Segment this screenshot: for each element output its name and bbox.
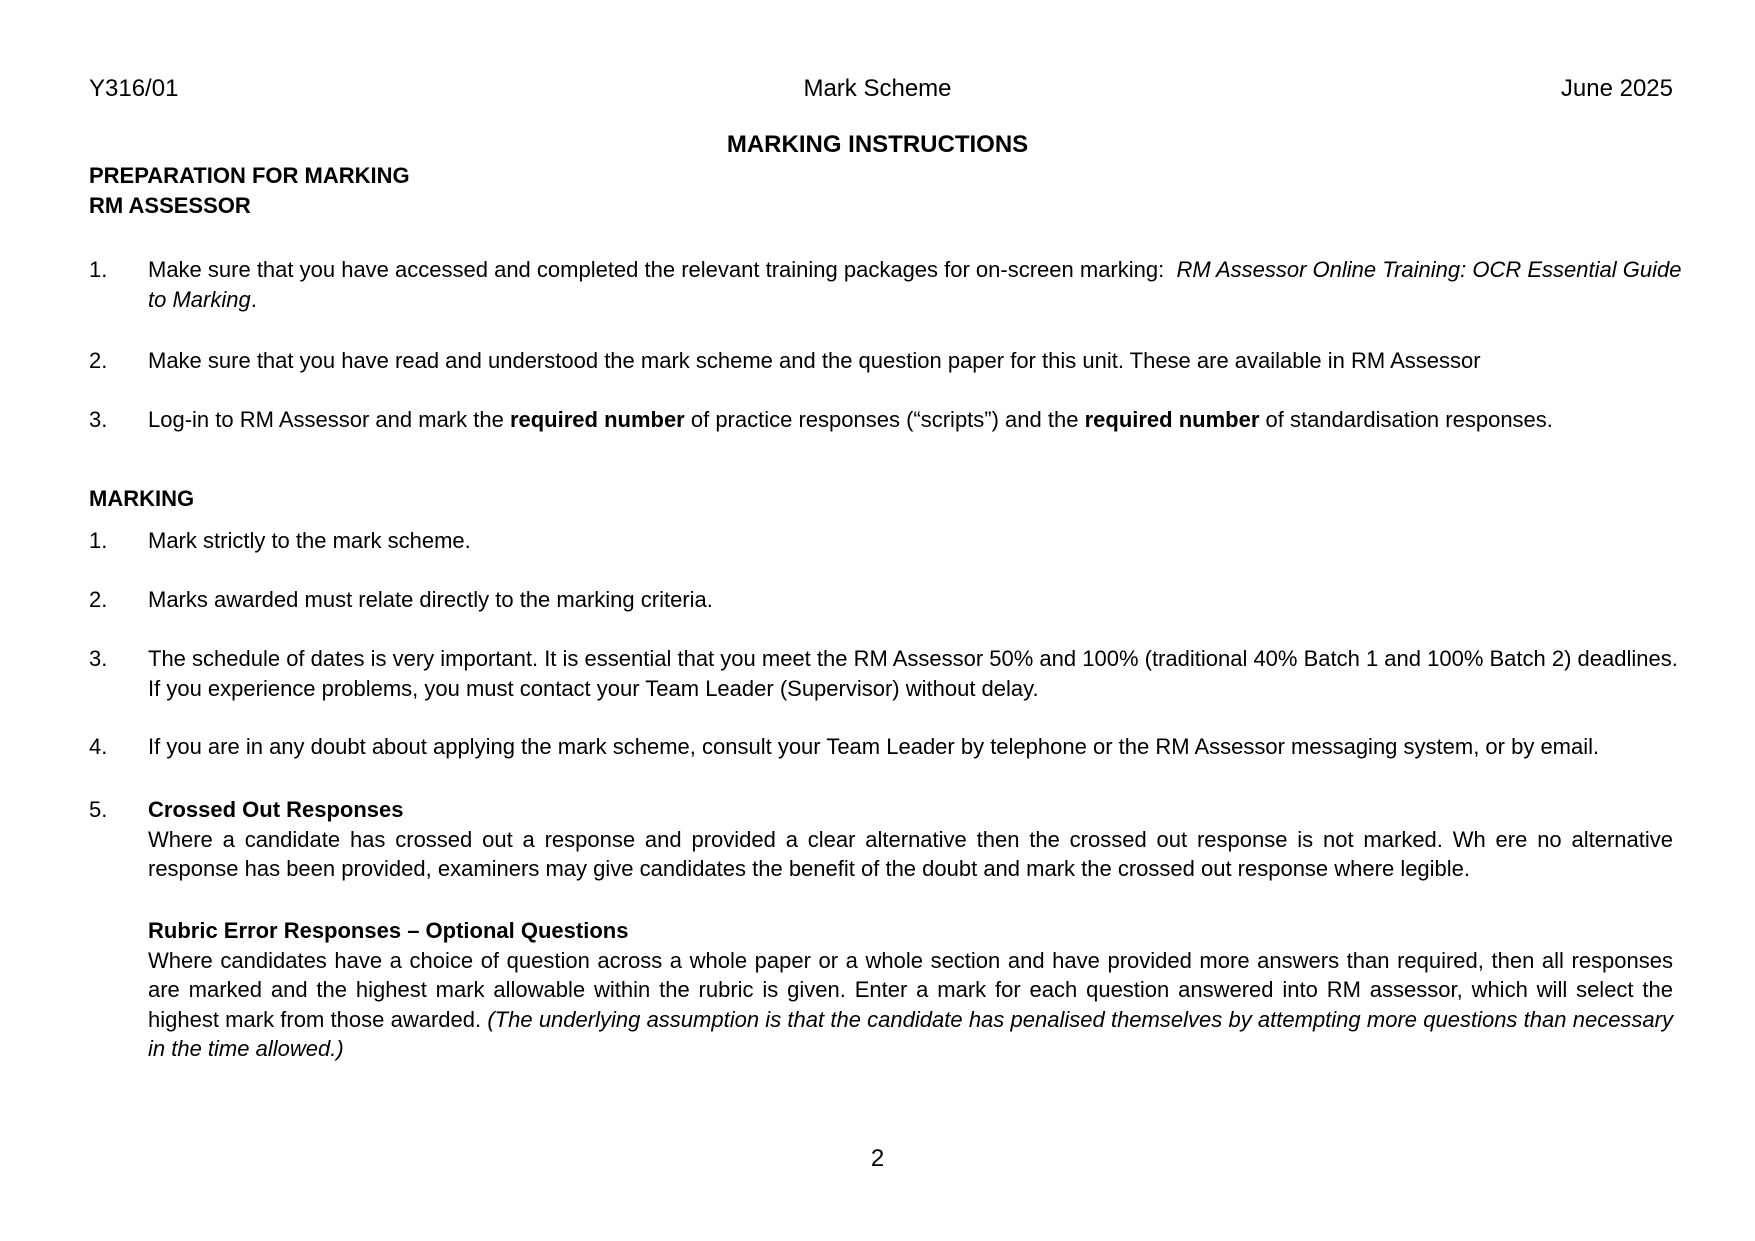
marking-item-4 [89,732,1689,762]
marking-item-2 [89,585,1689,615]
item-number: 2. [89,348,108,373]
marking-item-3 [89,644,1689,703]
item-number: 5. [89,797,108,822]
item-text: Make sure that you have accessed and completed the relevant training packages for on-screen marking: [148,257,1165,282]
rubric-error-note: (The underlying assumption is that the candidate has penalised themselves by attempting more questions than necessary in the time allowed.) [148,1006,1673,1061]
rm-assessor-heading: RM ASSESSOR [89,193,251,218]
item-text: Make sure that you have read and understood the mark scheme and the question paper for this unit. These are available in RM Assessor [148,348,1481,373]
preparation-item-2 [89,346,1689,376]
item-text: If you are in any doubt about applying the mark scheme, consult your Team Leader by telephone or the RM Assessor messaging system, or by email. [148,734,1600,759]
rubric-error-heading: Rubric Error Responses – Optional Questions [148,918,629,943]
item-text-part3: of standardisation responses. [1259,407,1553,432]
exam-date: June 2025 [1560,75,1673,102]
preparation-item-1 [89,255,1689,314]
marking-item-5 [89,795,1689,884]
required-number-emphasis: required number [1084,407,1260,432]
rubric-error-section [148,916,1673,1064]
page-number: 2 [870,1145,885,1172]
crossed-out-heading: Crossed Out Responses [148,797,404,822]
item-number: 1. [89,257,108,282]
item-text: Marks awarded must relate directly to the marking criteria. [148,587,713,612]
preparation-heading: PREPARATION FOR MARKING [89,163,410,188]
training-title: RM Assessor Online Training: OCR Essential Guide to Marking [148,257,1682,312]
item-number: 1. [89,528,108,553]
paper-code: Y316/01 [89,75,179,102]
crossed-out-text: Where a candidate has crossed out a response and provided a clear alternative then the crossed out response is not marked. Wh ere no alternative response has been provided, examiners may give candidates the benefit of the doubt and mark the crossed out response where legible. [148,826,1673,881]
item-text-part2: of practice responses (“scripts”) and the [684,407,1085,432]
marking-heading: MARKING [89,486,195,511]
required-number-emphasis: required number [509,407,685,432]
marking-item-1 [89,526,1689,556]
item-text: The schedule of dates is very important. It is essential that you meet the RM Assessor 50% and 100% (traditional 40% Batch 1 and 100% Batch 2) deadlines. If you experience problems, you must contact your Team Leader (Supervisor) without delay. [148,646,1678,701]
document-type: Mark Scheme [803,75,952,102]
item-number: 4. [89,734,108,759]
item-text: Mark strictly to the mark scheme. [148,528,471,553]
page-title: MARKING INSTRUCTIONS [726,131,1029,158]
item-number: 3. [89,407,108,432]
item-number: 2. [89,587,108,612]
rubric-error-text: Where candidates have a choice of question across a whole paper or a whole section and have provided more answers than required, then all responses are marked and the highest mark allowable within the rubric is given. Enter a mark for each question answered into RM assessor, which will select the highest mark from those awarded. [148,947,1673,1032]
item-text-part1: Log-in to RM Assessor and mark the [148,407,510,432]
item-end: . [250,286,257,312]
item-number: 3. [89,646,108,671]
preparation-item-3 [89,405,1689,435]
